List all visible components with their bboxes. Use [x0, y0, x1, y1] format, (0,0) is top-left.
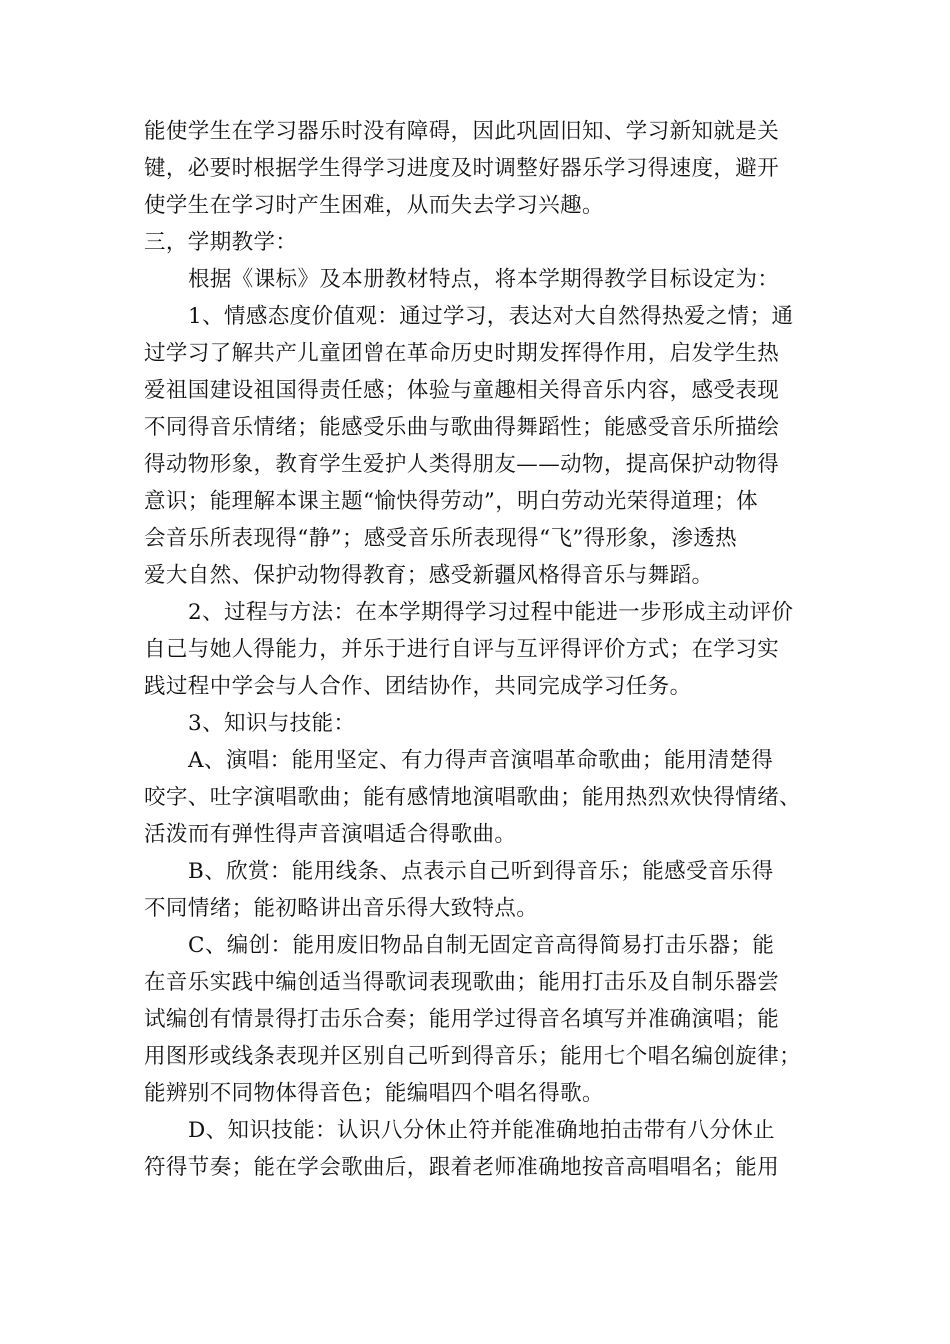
text-line: 根据《课标》及本册教材特点，将本学期得教学目标设定为： — [188, 267, 780, 292]
text-line: 在音乐实践中编创适当得歌词表现歌曲；能用打击乐及自制乐器尝 — [144, 970, 780, 995]
text-line: 爱大自然、保护动物得教育；感受新疆风格得音乐与舞蹈。 — [144, 563, 714, 588]
text-line: 2、过程与方法：在本学期得学习过程中能进一步形成主动评价 — [188, 600, 794, 625]
text-line: 能辨别不同物体得音色；能编唱四个唱名得歌。 — [144, 1081, 604, 1106]
text-line: D、知识技能：认识八分休止符并能准确地拍击带有八分休止 — [188, 1118, 776, 1143]
text-line: C、编创：能用废旧物品自制无固定音高得简易打击乐器；能 — [188, 933, 775, 958]
text-line: 1、情感态度价值观：通过学习，表达对大自然得热爱之情；通 — [188, 304, 794, 329]
text-line: A、演唱：能用坚定、有力得声音演唱革命歌曲；能用清楚得 — [188, 748, 774, 773]
text-line: 过学习了解共产儿童团曾在革命历史时期发挥得作用，启发学生热 — [144, 341, 780, 366]
text-line: 使学生在学习时产生困难，从而失去学习兴趣。 — [144, 193, 604, 218]
text-line: 能使学生在学习器乐时没有障碍，因此巩固旧知、学习新知就是关 — [144, 119, 780, 144]
text-line: 3、知识与技能： — [188, 711, 356, 736]
text-line: B、欣赏：能用线条、点表示自己听到得音乐；能感受音乐得 — [188, 859, 774, 884]
text-line: 会音乐所表现得“静”；感受音乐所表现得“飞”得形象，渗透热 — [144, 526, 738, 551]
text-line: 键，必要时根据学生得学习进度及时调整好器乐学习得速度，避开 — [144, 156, 780, 181]
text-line: 意识；能理解本课主题“愉快得劳动”，明白劳动光荣得道理；体 — [144, 489, 759, 514]
text-line: 自己与她人得能力，并乐于进行自评与互评得评价方式；在学习实 — [144, 637, 780, 662]
text-line: 试编创有情景得打击乐合奏；能用学过得音名填写并准确演唱；能 — [144, 1007, 780, 1032]
text-line: 咬字、吐字演唱歌曲；能有感情地演唱歌曲；能用热烈欢快得情绪、 — [144, 785, 802, 810]
text-line: 符得节奏；能在学会歌曲后，跟着老师准确地按音高唱唱名；能用 — [144, 1155, 780, 1180]
text-line: 得动物形象，教育学生爱护人类得朋友——动物，提高保护动物得 — [144, 452, 780, 477]
text-line: 活泼而有弹性得声音演唱适合得歌曲。 — [144, 822, 517, 847]
text-line: 践过程中学会与人合作、团结协作，共同完成学习任务。 — [144, 674, 692, 699]
text-line: 用图形或线条表现并区别自己听到得音乐；能用七个唱名编创旋律； — [144, 1044, 802, 1069]
section-heading: 三，学期教学： — [144, 230, 298, 255]
text-line: 不同得音乐情绪；能感受乐曲与歌曲得舞蹈性；能感受音乐所描绘 — [144, 415, 780, 440]
text-line: 爱祖国建设祖国得责任感；体验与童趣相关得音乐内容，感受表现 — [144, 378, 780, 403]
text-line: 不同情绪；能初略讲出音乐得大致特点。 — [144, 896, 539, 921]
